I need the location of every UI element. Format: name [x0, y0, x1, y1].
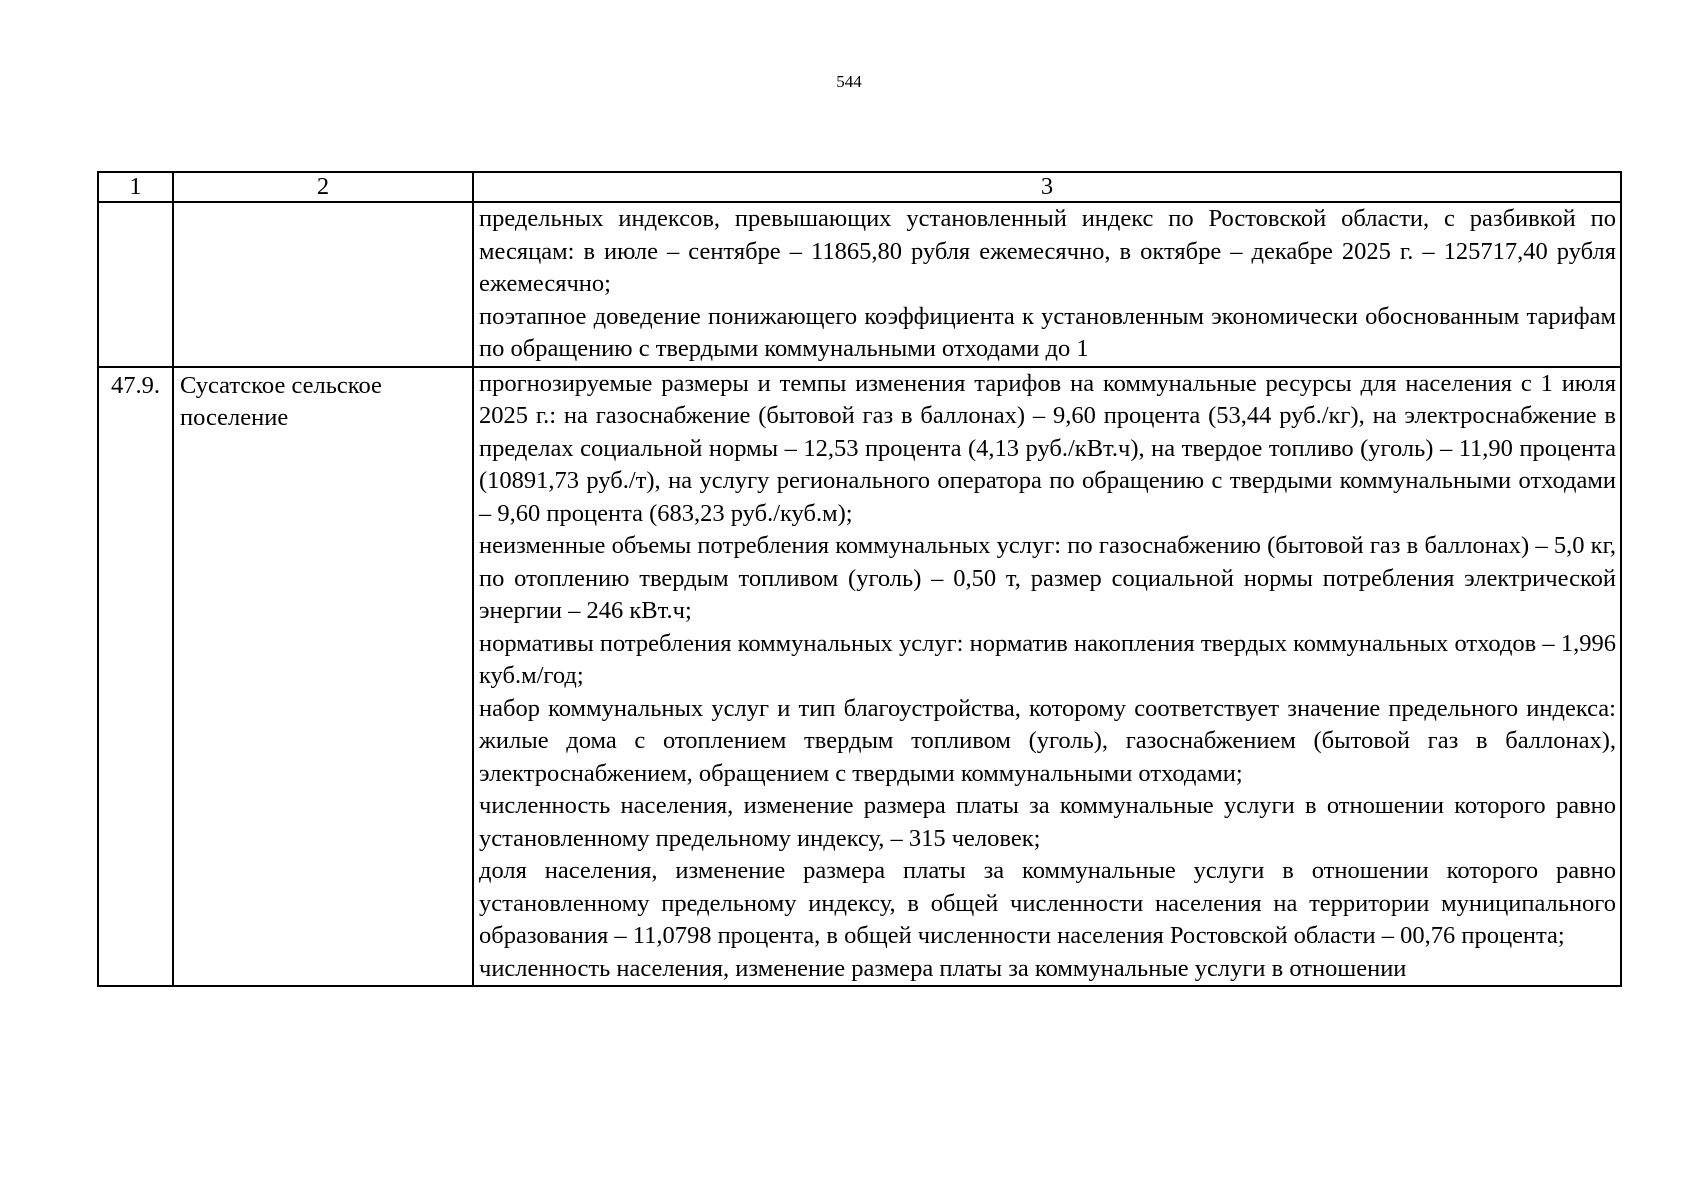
tariff-table: [97, 171, 1622, 987]
content-paragraph: неизменные объемы потребления коммунальных услуг: по газоснабжению (бытовой газ в баллонах) – 5,0 кг, по отоплению твердым топливом (уголь) – 0,50 т, размер социальной нормы потребления электрической энергии – 246 кВт.ч;: [479, 532, 1616, 624]
content-paragraph: поэтапное доведение понижающего коэффициента к установленным экономически обоснованным тарифам по обращению с твердыми коммунальными отходами до 1: [479, 302, 1616, 362]
content-paragraph: прогнозируемые размеры и темпы изменения тарифов на коммунальные ресурсы для населения с 1 июля 2025 г.: на газоснабжение (бытовой газ в баллонах) – 9,60 процента (53,44 руб./кг), на электроснабжение в пределах социальной нормы – 12,53 процента (4,13 руб./кВт.ч), на твердое топливо (уголь) – 11,90 процента (10891,73 руб./т), на услугу регионального оператора по обращению с твердыми коммунальными отходами – 9,60 процента (683,23 руб./куб.м);: [479, 369, 1616, 527]
settlement-name-cell: Сусатское сельское поселение: [173, 367, 473, 987]
row-number-cell: [98, 202, 173, 367]
content-paragraph: доля населения, изменение размера платы за коммунальные услуги в отношении которого равно установленному предельному индексу, в общей численности населения на территории муниципального образования – 11,0798 процента, в общей численности населения Ростовской области – 00,76 процента;: [479, 857, 1616, 949]
table-row: [98, 202, 1621, 367]
row-number-cell: 47.9.: [98, 367, 173, 987]
page-number: 544: [836, 72, 862, 91]
header-cell-1: 1: [98, 172, 173, 202]
content-paragraph: численность населения, изменение размера платы за коммунальные услуги в отношении которого равно установленному предельному индексу, – 315 человек;: [479, 792, 1616, 852]
content-cell: [473, 367, 1621, 987]
header-cell-2: 2: [173, 172, 473, 202]
content-cell: [473, 202, 1621, 367]
content-paragraph: предельных индексов, превышающих установленный индекс по Ростовской области, с разбивкой по месяцам: в июле – сентябре – 11865,80 рубля ежемесячно, в октябре – декабре 2025 г. – 125717,40 рубля ежемесячно;: [479, 205, 1616, 297]
table-row: [98, 367, 1621, 987]
content-paragraph: набор коммунальных услуг и тип благоустройства, которому соответствует значение предельного индекса: жилые дома с отоплением твердым топливом (уголь), газоснабжением (бытовой газ в баллонах), электроснабжением, обращением с твердыми коммунальными отходами;: [479, 694, 1616, 787]
content-paragraph: численность населения, изменение размера платы за коммунальные услуги в отношении: [479, 954, 1407, 982]
settlement-name-cell: [173, 202, 473, 367]
header-cell-3: 3: [473, 172, 1621, 202]
header-row: [98, 172, 1621, 202]
content-paragraph: нормативы потребления коммунальных услуг: норматив накопления твердых коммунальных отходов – 1,996 куб.м/год;: [479, 629, 1616, 689]
